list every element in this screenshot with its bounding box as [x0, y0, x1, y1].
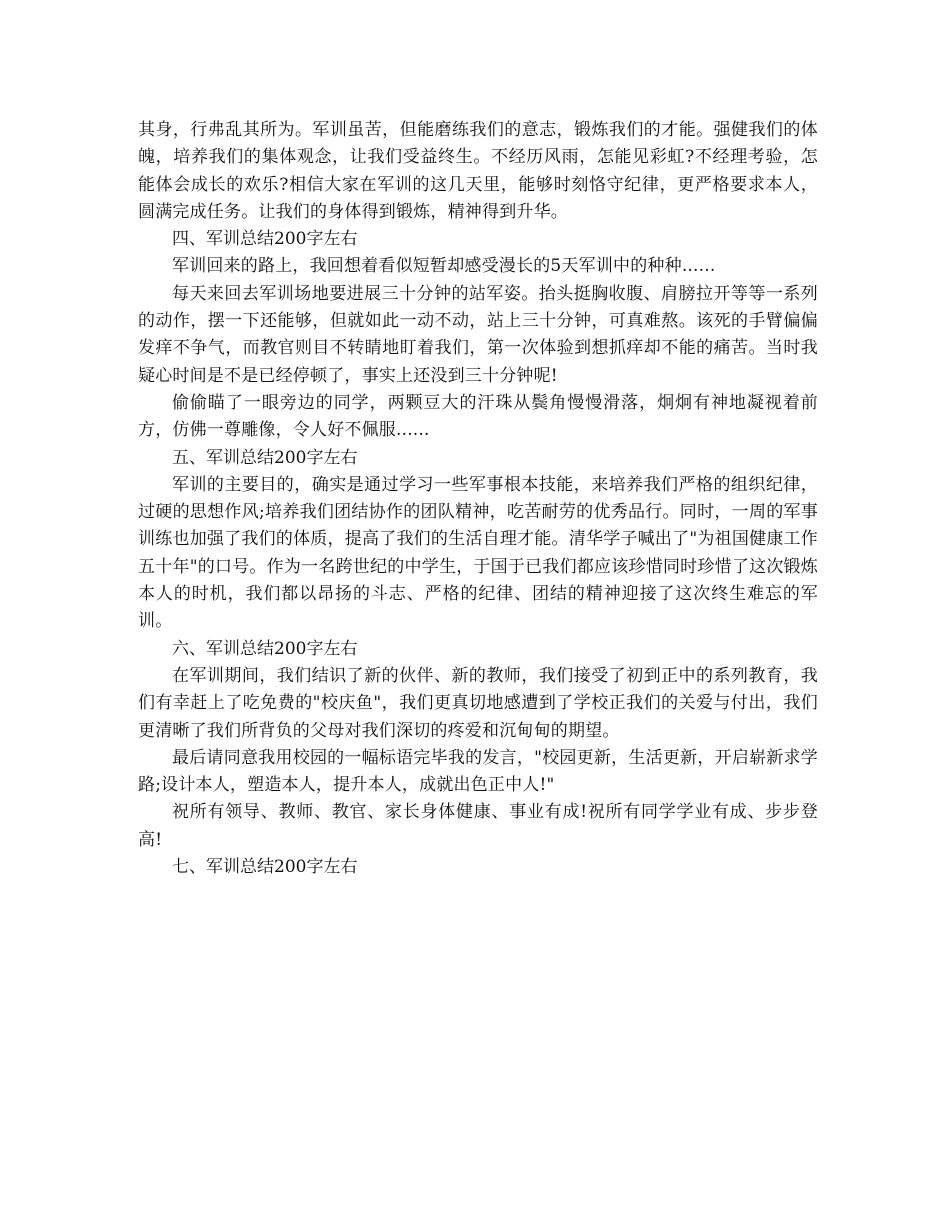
document-body — [138, 117, 818, 881]
paragraph: 最后请同意我用校园的一幅标语完毕我的发言，"校园更新，生活更新，开启崭新求学路;设计本人，塑造本人，提升本人，成就出色正中人!" — [138, 747, 818, 796]
section-heading: 五、军训总结200字左右 — [172, 447, 358, 468]
paragraph: 偷偷瞄了一眼旁边的同学，两颗豆大的汗珠从鬓角慢慢滑落，炯炯有神地凝视着前方，仿佛一尊雕像，令人好不佩服...... — [138, 392, 818, 441]
paragraph: 军训回来的路上，我回想着看似短暂却感受漫长的5天军训中的种种...... — [172, 256, 716, 277]
paragraph: 祝所有领导、教师、教官、家长身体健康、事业有成!祝所有同学学业有成、步步登高! — [138, 802, 818, 850]
paragraph: 在军训期间，我们结识了新的伙伴、新的教师，我们接受了初到正中的系列教育，我们有幸赶上了吃免费的"校庆鱼"，我们更真切地感遭到了学校正我们的关爱与付出，我们更清晰了我们所背负的父母对我们深切的疼爱和沉甸甸的期望。 — [138, 665, 818, 741]
section-heading: 四、军训总结200字左右 — [172, 229, 358, 250]
paragraph: 军训的主要目的，确实是通过学习一些军事根本技能，来培养我们严格的组织纪律，过硬的思想作风;培养我们团结协作的团队精神，吃苦耐劳的优秀品行。同时，一周的军事训练也加强了我们的体质，提高了我们的生活自理才能。清华学子喊出了"为祖国健康工作五十年"的口号。作为一名跨世纪的中学生，于国于已我们都应该珍惜同时珍惜了这次锻炼本人的时机，我们都以昂扬的斗志、严格的纪律、团结的精神迎接了这次终生难忘的军训。 — [138, 474, 818, 632]
section-heading: 六、军训总结200字左右 — [172, 638, 358, 659]
paragraph: 其身，行弗乱其所为。军训虽苦，但能磨练我们的意志，锻炼我们的才能。强健我们的体魄，培养我们的集体观念，让我们受益终生。不经历风雨，怎能见彩虹?不经理考验，怎能体会成长的欢乐?相信大家在军训的这几天里，能够时刻恪守纪律，更严格要求本人，圆满完成任务。让我们的身体得到锻炼，精神得到升华。 — [138, 120, 818, 222]
paragraph: 每天来回去军训场地要进展三十分钟的站军姿。抬头挺胸收腹、肩膀拉开等等一系列的动作，摆一下还能够，但就如此一动不动，站上三十分钟，可真难熬。该死的手臂偏偏发痒不争气，而教官则目不转睛地盯着我们，第一次体验到想抓痒却不能的痛苦。当时我疑心时间是不是已经停顿了，事实上还没到三十分钟呢! — [138, 283, 818, 386]
section-heading: 七、军训总结200字左右 — [172, 857, 358, 878]
